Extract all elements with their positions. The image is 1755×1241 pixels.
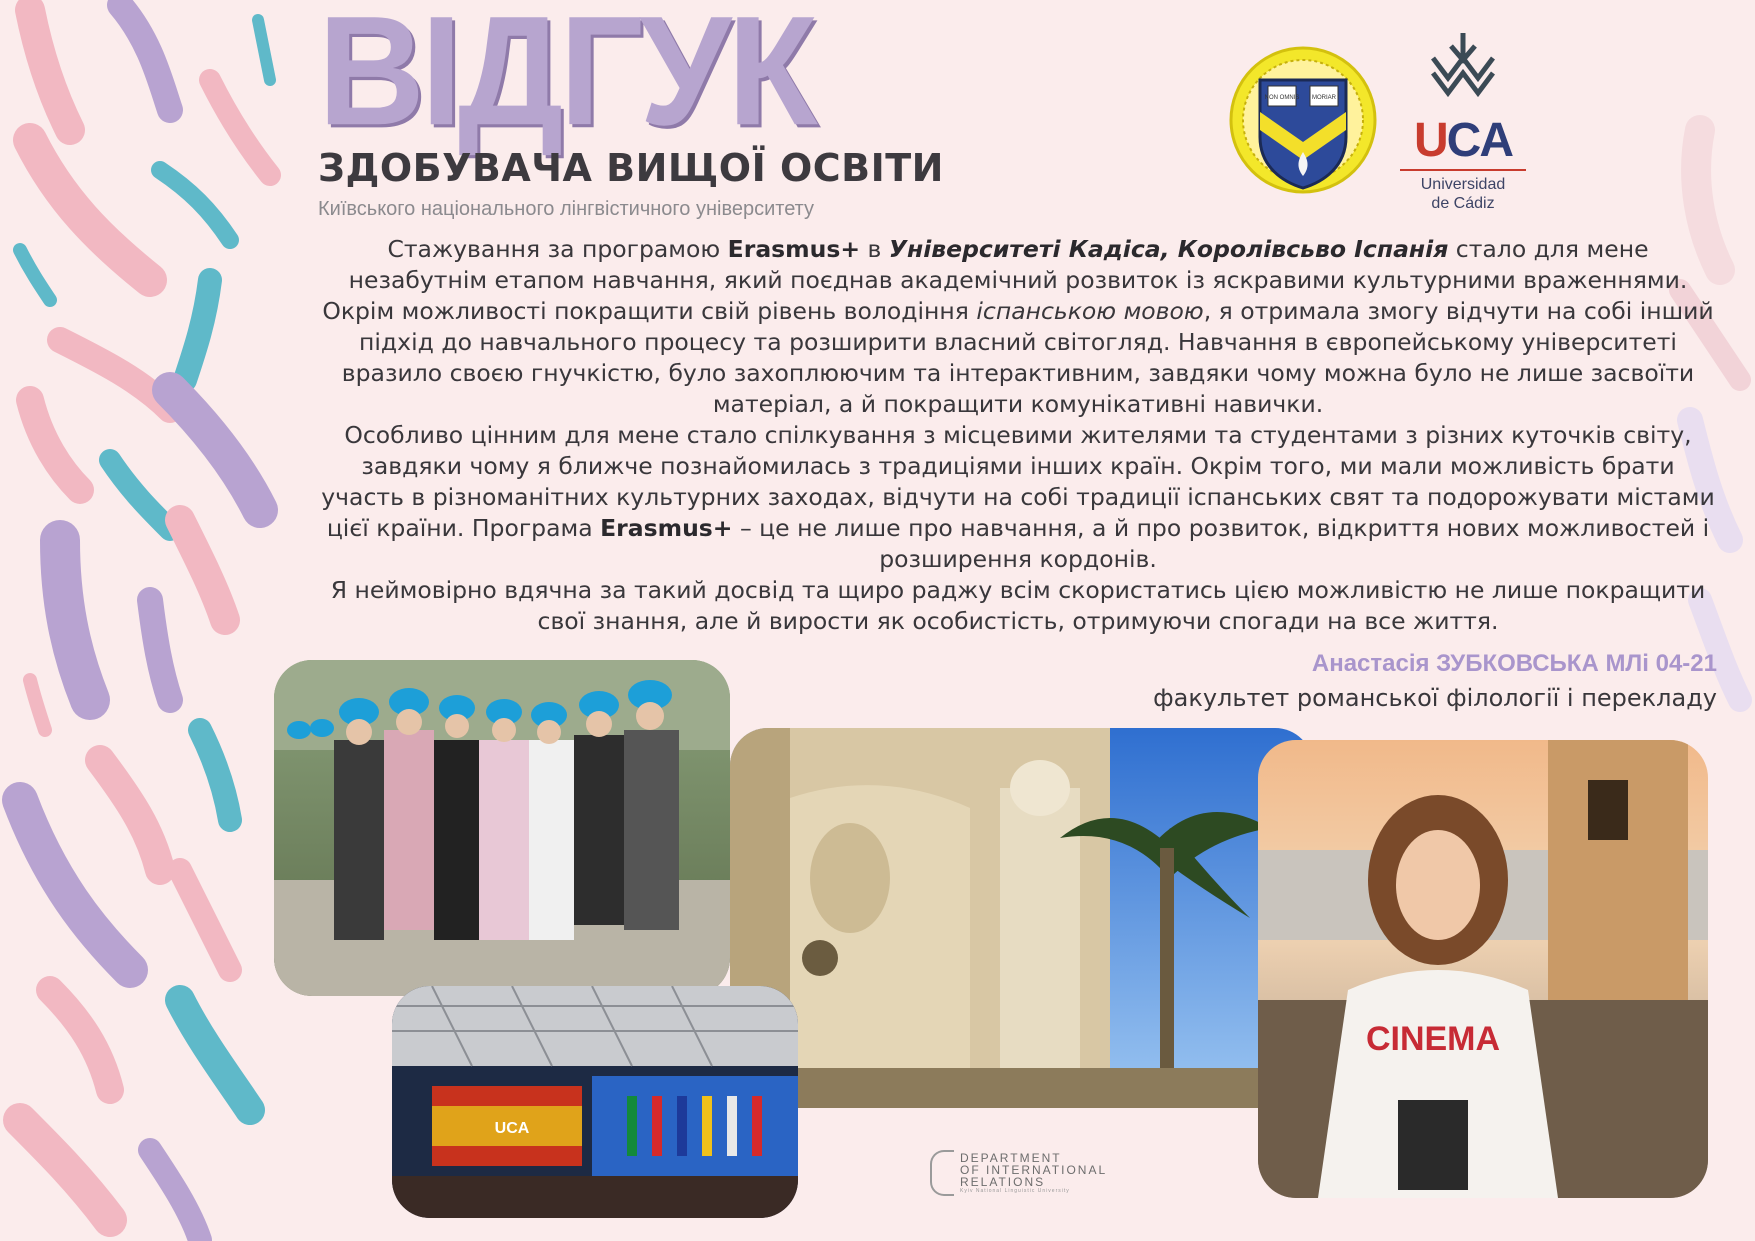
author-name: Анастасія ЗУБКОВСЬКА МЛі 04-21 bbox=[1311, 650, 1717, 677]
shirt-print-text: CINEMA bbox=[1365, 1020, 1501, 1058]
body-text-run: стало для мене незабутнім етапом навчання, який поєднав академічний розвиток із яскравими культурними враженнями. Окрім можливості покращити свій рівень володіння bbox=[322, 235, 1688, 325]
knlu-crest-logo bbox=[1228, 42, 1378, 202]
photo-student-portrait bbox=[1258, 740, 1708, 1198]
body-text-run: Стажування за програмою bbox=[387, 235, 728, 263]
cathedral-photo-illustration bbox=[730, 728, 1313, 1108]
page-subtitle: ЗДОБУВАЧА ВИЩОЇ ОСВІТИ bbox=[318, 146, 944, 190]
signature-block bbox=[1153, 650, 1717, 712]
department-mark-icon bbox=[930, 1150, 954, 1196]
lecture-hall-photo-illustration bbox=[392, 986, 798, 1218]
photo-lecture-hall bbox=[392, 986, 798, 1218]
uca-line1: Universidad bbox=[1420, 176, 1506, 193]
department-logo bbox=[930, 1150, 1107, 1196]
language-italic: іспанською мовою bbox=[976, 297, 1204, 325]
university-bold-italic: Університеті Кадіса, Королівсьво Іспанія bbox=[888, 235, 1449, 263]
body-text-run: , я отримала змогу відчути на собі інший підхід до навчального процесу та розширити власний світогляд. Навчання в європейському університеті вразило своєю гнучкістю, було захоплюючим та інтерактивним, завдяки чому можна було не лише засвоїти матеріал, а й покращити комунікативні навички. bbox=[341, 297, 1714, 418]
uca-divider bbox=[1400, 169, 1526, 171]
dept-line-3: RELATIONS bbox=[960, 1175, 1046, 1189]
body-paragraph-3: Я неймовірно вдячна за такий досвід та щиро раджу всім скористатись цією можливістю не лише покращити свої знання, але й вирости як особистість, отримуючи спогади на все життя. bbox=[330, 576, 1706, 635]
body-text-run: Особливо цінним для мене стало спілкування з місцевими жителями та студентами з різних куточків світу, завдяки чому я ближче познайомилась з традиціями інших країн. Окрім того, ми мали можливість брати участь в різноманітних культурних заходах, відчути на собі традиції іспанських свят та подорожувати містами цієї країни. Програма bbox=[321, 421, 1715, 542]
uca-symbol-icon bbox=[1423, 28, 1503, 108]
author-faculty: факультет романської філології і перекладу bbox=[1153, 684, 1717, 712]
university-name: Київського національного лінгвістичного університету bbox=[318, 198, 815, 220]
testimonial-body bbox=[318, 234, 1718, 637]
program-name-bold: Erasmus+ bbox=[600, 514, 733, 542]
group-photo-illustration bbox=[274, 660, 730, 996]
photo-group-helmets bbox=[274, 660, 730, 996]
body-text-run: в bbox=[860, 235, 889, 263]
dept-line-2: OF INTERNATIONAL bbox=[960, 1163, 1108, 1177]
crest-book-left-text: NON OMNIS bbox=[1264, 95, 1300, 101]
portrait-photo-illustration bbox=[1258, 740, 1708, 1198]
uca-line2: de Cádiz bbox=[1431, 195, 1495, 212]
page-title: ВІДГУК bbox=[318, 0, 814, 158]
program-name-bold: Erasmus+ bbox=[727, 235, 861, 263]
body-text-run: – це не лише про навчання, а й про розвиток, відкриття нових можливостей і розширення кордонів. bbox=[732, 514, 1710, 573]
uca-logo bbox=[1398, 28, 1528, 213]
dept-university-tiny: Kyiv National Linguistic University bbox=[960, 1188, 1070, 1194]
uca-wordmark: UCA bbox=[1414, 114, 1512, 167]
photo-cadiz-cathedral bbox=[730, 728, 1313, 1108]
crest-book-right-text: MORIAR bbox=[1312, 95, 1336, 101]
dept-line-1: DEPARTMENT bbox=[960, 1151, 1062, 1165]
screen-logo-text: UCA bbox=[494, 1120, 530, 1137]
